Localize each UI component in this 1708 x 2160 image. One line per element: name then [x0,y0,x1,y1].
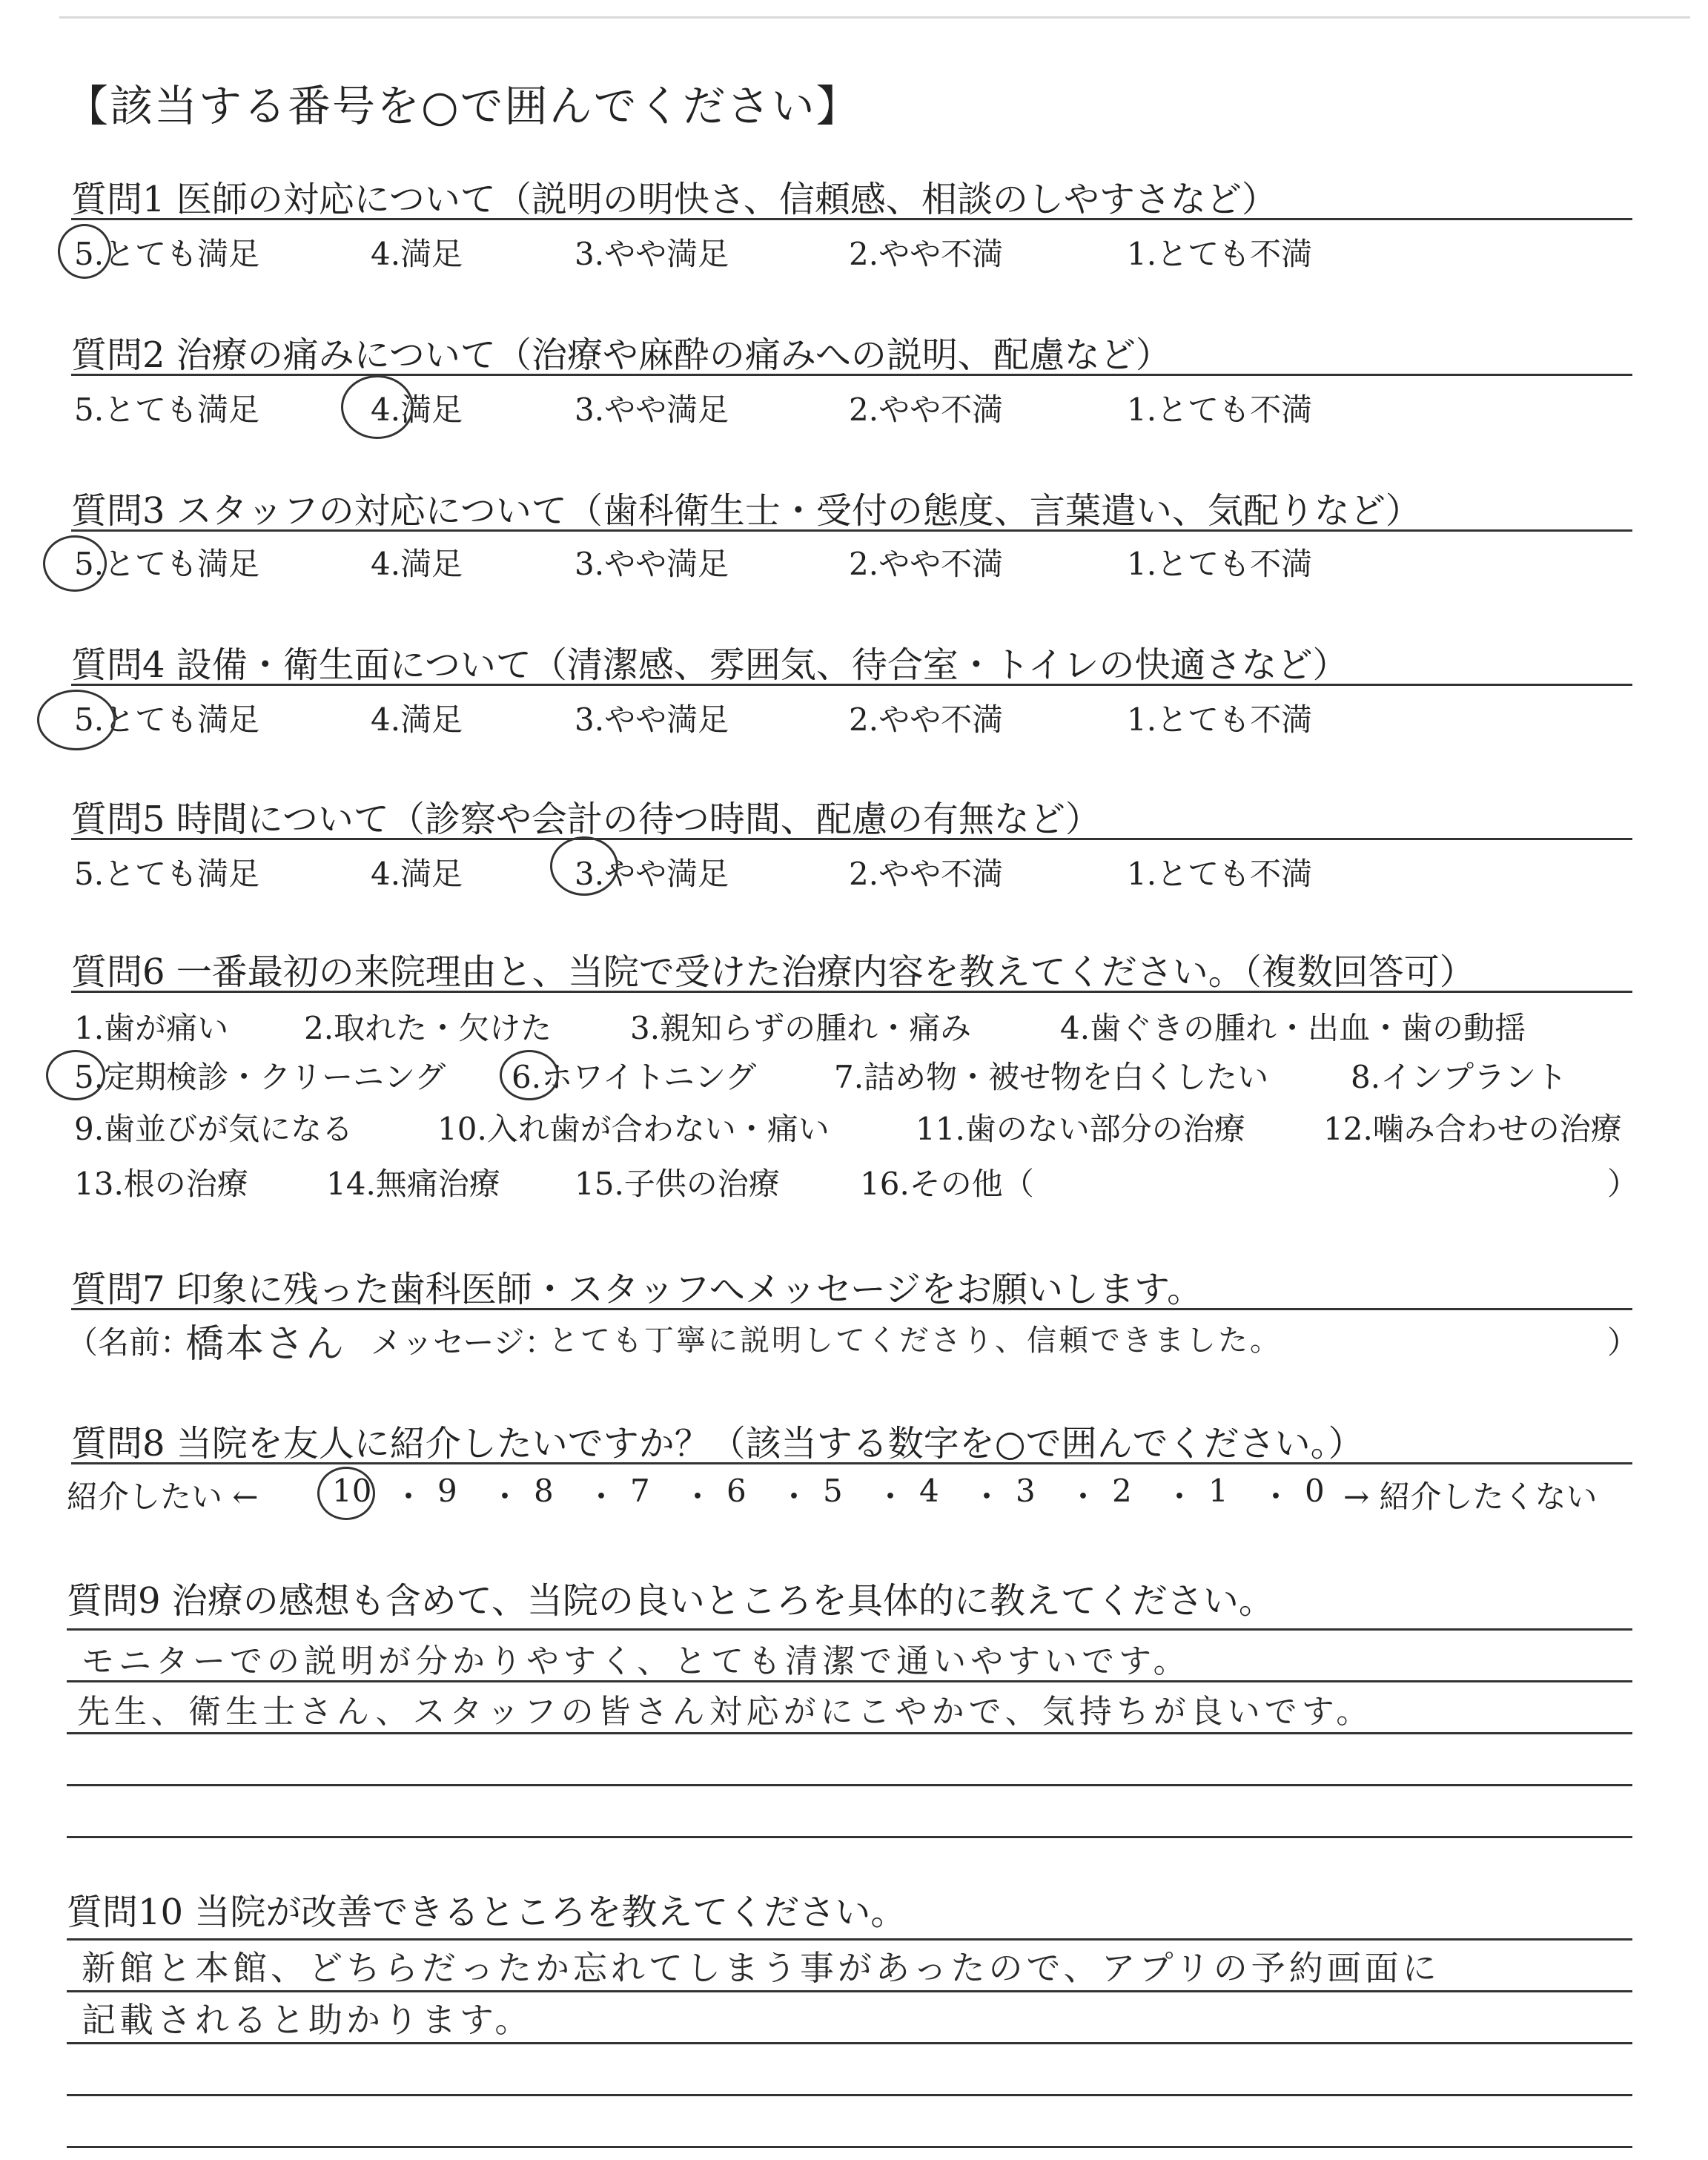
question-4-rule [71,684,1632,686]
q7-message-value[interactable]: とても丁寧に説明してくださり、信頼できました。 [549,1324,1282,1358]
q10-answer-line-1[interactable]: 新館と本館、どちらだったか忘れてしまう事があったので、アプリの予約画面に [82,1948,1440,1988]
q8-scale-4[interactable]: 4 [919,1473,939,1509]
instruction-header: 【該当する番号を○で囲んでください】 [65,81,861,131]
q6-option-8[interactable]: 8.インプラント [1351,1059,1568,1095]
question-5-title: 質問5 時間について（診察や会計の待つ時間、配慮の有無など） [71,799,1101,840]
q7-message-label: メッセージ： [371,1324,556,1361]
q8-scale-1[interactable]: 1 [1208,1473,1228,1509]
q8-right-label: → 紹介したくない [1343,1479,1598,1515]
q6-other-close-paren: ） [1607,1166,1639,1202]
q6-option-12[interactable]: 12.噛み合わせの治療 [1323,1111,1622,1147]
q6-selection-circle-6 [500,1050,559,1100]
q2-option-2[interactable]: 2.やや不満 [849,392,1004,428]
q8-scale-3[interactable]: 3 [1016,1473,1036,1509]
q6-option-11[interactable]: 11.歯のない部分の治療 [916,1111,1245,1147]
q8-scale-9[interactable]: 9 [437,1473,457,1509]
question-2-rule [71,374,1632,376]
q8-scale-2[interactable]: 2 [1112,1473,1132,1509]
q8-scale-dot: ・ [393,1479,425,1515]
q6-option-14[interactable]: 14.無痛治療 [326,1166,500,1202]
q9-answer-line-1[interactable]: モニターでの説明が分かりやすく、とても清潔で通いやすいです。 [82,1642,1191,1680]
q6-option-6[interactable]: 6.ホワイトニング [512,1059,757,1095]
q8-scale-dot: ・ [489,1479,521,1515]
question-3-rule [71,529,1632,532]
question-9-title: 質問9 治療の感想も含めて、当院の良いところを具体的に教えてください。 [67,1580,1274,1622]
q2-option-3[interactable]: 3.やや満足 [575,392,729,428]
q6-selection-circle-5 [46,1050,105,1100]
question-9-rule-4 [67,1784,1632,1786]
q1-option-5[interactable]: 5.とても満足 [74,236,260,272]
q7-close-paren: ） [1607,1324,1639,1361]
q1-option-4[interactable]: 4.満足 [371,236,463,272]
q5-option-5[interactable]: 5.とても満足 [74,856,260,892]
q6-option-15[interactable]: 15.子供の治療 [575,1166,780,1202]
q6-option-5[interactable]: 5.定期検診・クリーニング [74,1059,446,1095]
q4-option-3[interactable]: 3.やや満足 [575,701,729,738]
q4-option-4[interactable]: 4.満足 [371,701,463,738]
q5-option-2[interactable]: 2.やや不満 [849,856,1004,892]
question-6-rule [71,991,1632,993]
q3-option-3[interactable]: 3.やや満足 [575,546,729,582]
q3-option-4[interactable]: 4.満足 [371,546,463,582]
question-3-title: 質問3 スタッフの対応について（歯科衛生士・受付の態度、言葉遣い、気配りなど） [71,490,1421,532]
q1-option-1[interactable]: 1.とても不満 [1127,236,1313,272]
question-5-rule [71,838,1632,840]
q6-option-10[interactable]: 10.入れ歯が合わない・痛い [437,1111,830,1147]
question-10-rule-5 [67,2146,1632,2148]
q5-option-3[interactable]: 3.やや満足 [575,856,729,892]
question-10-rule-4 [67,2094,1632,2096]
question-7-title: 質問7 印象に残った歯科医師・スタッフへメッセージをお願いします。 [71,1269,1203,1310]
q2-option-5[interactable]: 5.とても満足 [74,392,260,428]
question-1-rule [71,218,1632,220]
q5-selection-circle [550,836,618,896]
q6-option-7[interactable]: 7.詰め物・被せ物を白くしたい [834,1059,1269,1095]
q8-scale-0[interactable]: 0 [1305,1473,1325,1509]
q8-scale-dot: ・ [1068,1479,1099,1515]
q8-scale-dot: ・ [875,1479,907,1515]
q8-scale-5[interactable]: 5 [823,1473,843,1509]
q9-answer-line-2[interactable]: 先生、衛生士さん、スタッフの皆さん対応がにこやかで、気持ちが良いです。 [77,1693,1374,1731]
q8-scale-8[interactable]: 8 [534,1473,554,1509]
q1-option-3[interactable]: 3.やや満足 [575,236,729,272]
question-8-rule [71,1462,1632,1464]
q5-option-4[interactable]: 4.満足 [371,856,463,892]
q6-option-16[interactable]: 16.その他（ [860,1166,1034,1202]
question-9-rule-3 [67,1732,1632,1734]
q8-scale-dot: ・ [1164,1479,1196,1515]
question-10-rule-2 [67,1990,1632,1992]
question-10-rule-1 [67,1938,1632,1941]
q6-option-2[interactable]: 2.取れた・欠けた [304,1010,552,1046]
question-1-title: 質問1 医師の対応について（説明の明快さ、信頼感、相談のしやすさなど） [71,179,1277,220]
q5-option-1[interactable]: 1.とても不満 [1127,856,1313,892]
q8-scale-dot: ・ [586,1479,618,1515]
q8-scale-dot: ・ [1260,1479,1292,1515]
q2-selection-circle [341,375,414,439]
q8-scale-dot: ・ [682,1479,714,1515]
q8-left-label: 紹介したい ← [67,1479,259,1515]
question-7-rule [71,1308,1632,1310]
question-10-title: 質問10 当院が改善できるところを教えてください。 [67,1892,907,1933]
q8-scale-7[interactable]: 7 [630,1473,650,1509]
q2-option-1[interactable]: 1.とても不満 [1127,392,1313,428]
q6-option-1[interactable]: 1.歯が痛い [74,1010,229,1046]
q2-option-4[interactable]: 4.満足 [371,392,463,428]
question-10-rule-3 [67,2042,1632,2044]
q3-selection-circle [43,535,107,592]
q7-name-label: （名前： [67,1324,192,1361]
q8-scale-dot: ・ [778,1479,810,1515]
question-9-rule-5 [67,1836,1632,1838]
q6-option-9[interactable]: 9.歯並びが気になる [74,1111,354,1147]
question-4-title: 質問4 設備・衛生面について（清潔感、雰囲気、待合室・トイレの快適さなど） [71,644,1348,686]
q3-option-5[interactable]: 5.とても満足 [74,546,260,582]
q1-option-2[interactable]: 2.やや不満 [849,236,1004,272]
q6-option-4[interactable]: 4.歯ぐきの腫れ・出血・歯の動揺 [1060,1010,1526,1046]
top-border [59,16,1690,19]
q8-selection-circle [317,1467,375,1520]
q8-scale-10[interactable]: 10 [332,1473,372,1509]
q4-selection-circle [37,690,116,750]
q4-option-5[interactable]: 5.とても満足 [74,701,260,738]
q3-option-1[interactable]: 1.とても不満 [1127,546,1313,582]
question-6-title: 質問6 一番最初の来院理由と、当院で受けた治療内容を教えてください。（複数回答可） [71,951,1475,993]
question-9-rule-2 [67,1680,1632,1682]
q8-scale-dot: ・ [971,1479,1003,1515]
q4-option-1[interactable]: 1.とても不満 [1127,701,1313,738]
question-2-title: 質問2 治療の痛みについて（治療や麻酔の痛みへの説明、配慮など） [71,334,1171,376]
q1-selection-circle [58,224,111,279]
q7-name-value[interactable]: 橋本さん [185,1322,346,1367]
q3-option-2[interactable]: 2.やや不満 [849,546,1004,582]
q4-option-2[interactable]: 2.やや不満 [849,701,1004,738]
q6-option-13[interactable]: 13.根の治療 [74,1166,248,1202]
q10-answer-line-2[interactable]: 記載されると助かります。 [82,2000,533,2040]
q6-option-3[interactable]: 3.親知らずの腫れ・痛み [630,1010,972,1046]
question-8-title: 質問8 当院を友人に紹介したいですか？（該当する数字を○で囲んでください。） [71,1423,1364,1464]
q8-scale-6[interactable]: 6 [726,1473,747,1509]
question-9-rule-1 [67,1628,1632,1631]
